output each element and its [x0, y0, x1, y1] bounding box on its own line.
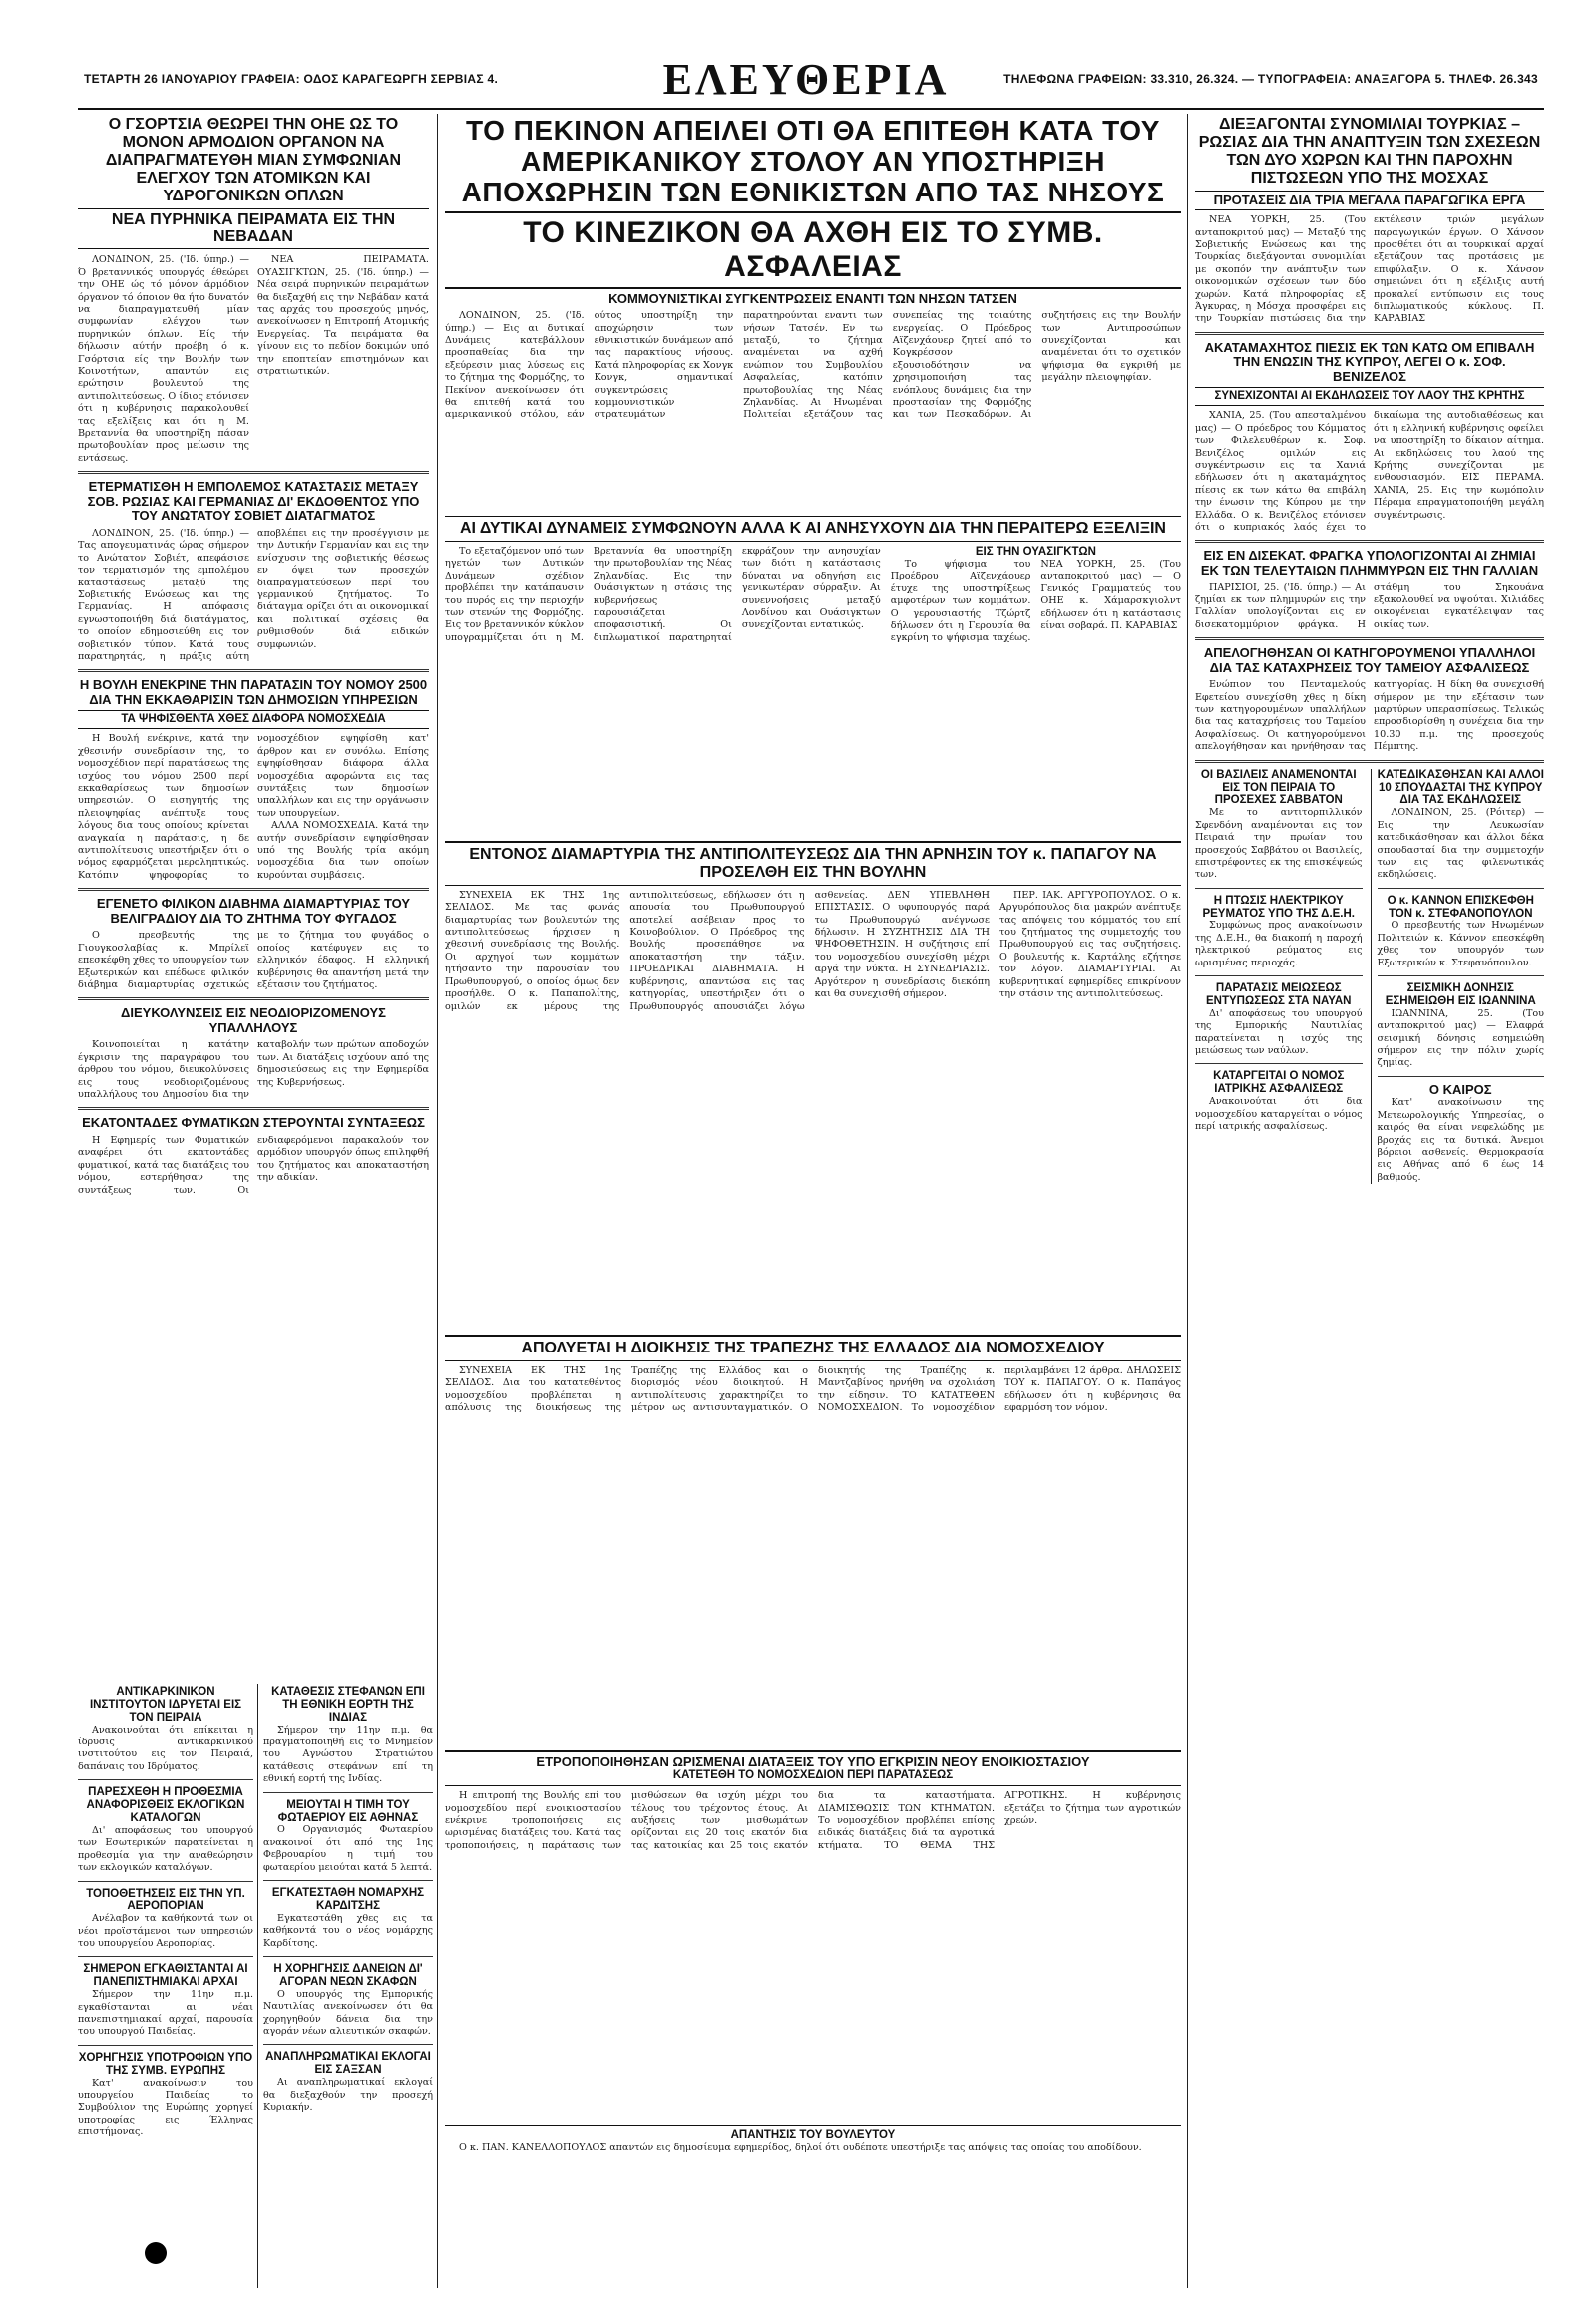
article-kings: Με το αντιτορπιλλικόν Σφενδόνη αναμένονται εις τον Πειραιά την πρωίαν του προσεχούς Σαββάτου οι Βασιλείς, επιστρέφοντες εκ της επισκέψεώς των.	[1195, 807, 1363, 881]
headline-bank-of-greece: ΑΠΟΛΥΕΤΑΙ Η ΔΙΟΙΚΗΣΙΣ ΤΗΣ ΤΡΑΠΕΖΗΣ ΤΗΣ ΕΛΛΑΔΟΣ ΔΙΑ ΝΟΜΟΣΧΕΔΙΟΥ	[445, 1335, 1181, 1361]
article-tuberculosis	[78, 1135, 429, 1197]
left-briefs	[78, 1686, 253, 2284]
brief-text: Ο Οργανισμός Φωταερίου ανακοινοί ότι από της 1ης Φεβρουαρίου η τιμή του φωταερίου μειούται κατά 5 λεπτά.	[263, 1824, 433, 1873]
headline-turkey-russia: ΔΙΕΞΑΓΟΝΤΑΙ ΣΥΝΟΜΙΛΙΑΙ ΤΟΥΡΚΙΑΣ – ΡΩΣΙΑΣ ΔΙΑ ΤΗΝ ΑΝΑΠΤΥΞΙΝ ΤΩΝ ΣΧΕΣΕΩΝ ΤΩΝ ΔΥΟ ΧΩΡΩΝ ΚΑΙ ΤΗΝ ΠΑΡΟΧΗΝ ΠΙΣΤΩΣΕΩΝ ΥΠΟ ΤΗΣ ΜΟΣΧΑΣ	[1198, 116, 1541, 187]
article-weather: Κατ' ανακοίνωσιν της Μετεωρολογικής Υπηρεσίας, ο καιρός θα είναι νεφελώδης με βροχάς εις τα δυτικά. Άνεμοι βόρειοι ασθενείς. Θερμοκρασία εις Αθήνας από 6 έως 14 βαθμούς.	[1377, 1097, 1544, 1183]
article-text: ΧΑΝΙΑ, 25. (Του απεσταλμένου μας) — Ο πρόεδρος του Κόμματος των Φιλελευθέρων κ. Σοφ. Βενιζέλος ομιλών εις συγκέντρωσιν εις τα Χανιά εδήλωσεν ότι η ακαταμάχητος πίεσις εκ των κάτω θα επιβάλη την ένωσιν της Κύπρου με την Ελλάδα. Ο κ. Βενιζέλος ετόνισεν ότι ο κυπριακός λαός έχει το δικαίωμα της αυτοδιαθέσεως και ότι η ελληνική κυβέρνησις οφείλει να υποστηρίξη το δίκαιον αίτημα. Αι εκδηλώσεις του λαού της Κρήτης συνεχίζονται με ενθουσιασμόν. ΕΙΣ ΠΕΡΑΜΑ. ΧΑΝΙΑ, 25. Εις την κωμόπολιν Πέραμα επραγματοποιήθη μεγάλη συγκέντρωσις.	[1195, 410, 1544, 533]
left-column	[78, 116, 429, 1680]
ink-blot	[145, 2242, 167, 2264]
article-bank	[445, 1365, 1181, 1744]
headline-nevada: ΝΕΑ ΠΥΡΗΝΙΚΑ ΠΕΙΡΑΜΑΤΑ ΕΙΣ ΤΗΝ ΝΕΒΑΔΑΝ	[78, 208, 429, 250]
headline-insurance-trial: ΑΠΕΛΟΓΗΘΗΣΑΝ ΟΙ ΚΑΤΗΓΟΡΟΥΜΕΝΟΙ ΥΠΑΛΛΗΛΟΙ ΔΙΑ ΤΑΣ ΚΑΤΑΧΡΗΣΕΙΣ ΤΟΥ ΤΑΜΕΙΟΥ ΑΣΦΑΛΙΣΕΩΣ	[1203, 645, 1536, 675]
article-belgrade	[78, 930, 429, 991]
article-cannon: Ο πρεσβευτής των Ηνωμένων Πολιτειών κ. Κάννον επεσκέφθη χθες τον υπουργόν των Εξωτερικών κ. Στεφανόπουλον.	[1377, 920, 1544, 968]
masthead	[78, 55, 1544, 110]
article-cyprus-students: ΛΟΝΔΙΝΟΝ, 25. (Ρόιτερ) — Εις την Λευκωσίαν κατεδικάσθησαν και άλλοι δέκα σπουδασταί δια την συμμετοχήν των εις τας φιλενωτικάς εκδηλώσεις.	[1377, 807, 1544, 881]
brief-headline: ΚΑΤΑΘΕΣΙΣ ΣΤΕΦΑΝΩΝ ΕΠΙ ΤΗ ΕΘΝΙΚΗ ΕΟΡΤΗ ΤΗΣ ΙΝΔΙΑΣ	[271, 1686, 425, 1724]
brief-text: Ανακοινούται ότι επίκειται η ίδρυσις αντικαρκινικού ινστιτούτου εις τον Πειραιά, δαπάναις του Ιδρύματος.	[78, 1724, 253, 1772]
article-nevada	[257, 254, 429, 465]
headline-france-floods: ΕΙΣ ΕΝ ΔΙΣΕΚΑΤ. ΦΡΑΓΚΑ ΥΠΟΛΟΓΙΖΟΝΤΑΙ ΑΙ ΖΗΜΙΑΙ ΕΚ ΤΩΝ ΤΕΛΕΥΤΑΙΩΝ ΠΛΗΜΜΥΡΩΝ ΕΙΣ ΤΗΝ ΓΑΛΛΙΑΝ	[1200, 548, 1539, 578]
headline-rent-law: ΕΤΡΟΠΟΠΟΙΗΘΗΣΑΝ ΩΡΙΣΜΕΝΑΙ ΔΙΑΤΑΞΕΙΣ ΤΟΥ ΥΠΟ ΕΓΚΡΙΣΙΝ ΝΕΟΥ ΕΝΟΙΚΙΟΣΤΑΣΙΟΥ	[445, 1750, 1181, 1770]
headline-earthquake: ΣΕΙΣΜΙΚΗ ΔΟΝΗΣΙΣ ΕΣΗΜΕΙΩΘΗ ΕΙΣ ΙΩΑΝΝΙΝΑ	[1385, 982, 1536, 1007]
headline-fares: ΠΑΡΑΤΑΣΙΣ ΜΕΙΩΣΕΩΣ ΕΝΤΥΠΩΣΕΩΣ ΣΤΑ ΝΑΥΑΝ	[1206, 982, 1352, 1007]
article-reply	[445, 2142, 1181, 2154]
brief-headline: ΧΟΡΗΓΗΣΙΣ ΥΠΟΤΡΟΦΙΩΝ ΥΠΟ ΤΗΣ ΣΥΜΒ. ΕΥΡΩΠΗΣ	[78, 2051, 253, 2077]
column-rule	[257, 1684, 258, 2288]
headline-belgrade: ΕΓΕΝΕΤΟ ΦΙΛΙΚΟΝ ΔΙΑΒΗΜΑ ΔΙΑΜΑΡΤΥΡΙΑΣ ΤΟΥ ΒΕΛΙΓΡΑΔΙΟΥ ΔΙΑ ΤΟ ΖΗΤΗΜΑ ΤΟΥ ΦΥΓΑΔΟΣ	[96, 896, 411, 926]
article-argyropoulos	[999, 890, 1181, 1329]
column-rule	[437, 114, 438, 2288]
newspaper-page	[78, 55, 1544, 2292]
article-power: Συμφώνως προς ανακοίνωσιν της Δ.Ε.Η., θα διακοπή η παροχή ηλεκτρικού ρεύματος εις ωρισμένας περιοχάς.	[1195, 920, 1363, 968]
article-text: Ενώπιον του Πενταμελούς Εφετείου συνεχίσθη χθες η δίκη των κατηγορουμένων υπαλλήλων δια τας καταχρήσεις του Ταμείου Ασφαλίσεως. Οι κατηγορούμενοι απελογήθησαν και ηρνήθησαν τας κατηγορίας. Η δίκη θα συνεχισθή σήμερον με την εξέτασιν των μαρτύρων υπερασπίσεως. Τελικώς επροσδιορίσθη η συνέχεια δια την 10.30 π.μ. της προσεχούς Πέμπτης.	[1195, 679, 1544, 753]
article-opposition	[445, 890, 990, 1329]
banner-headline: ΤΟ ΠΕΚΙΝΟΝ ΑΠΕΙΛΕΙ ΟΤΙ ΘΑ ΕΠΙΤΕΘΗ ΚΑΤΑ ΤΟΥ ΑΜΕΡΙΚΑΝΙΚΟΥ ΣΤΟΛΟΥ ΑΝ ΥΠΟΣΤΗΡΙΞΗ ΑΠΟΧΩΡΗΣΙΝ ΤΩΝ ΕΘΝΙΚΙΣΤΩΝ ΑΠΟ ΤΑΣ ΝΗΣΟΥΣ	[461, 116, 1165, 207]
headline-washington: ΕΙΣ ΤΗΝ ΟΥΑΣΙΓΚΤΩΝ	[975, 546, 1096, 559]
article-cyprus-venizelos	[1195, 410, 1544, 534]
article-text: ΑΛΛΑ ΝΟΜΟΣΧΕΔΙΑ. Κατά την αυτήν συνεδρίασιν εψηφίσθησαν υπό της Βουλής τρία ακόμη νομοσχέδια δια των οποίων κυρούνται συμβάσεις.	[257, 820, 429, 881]
brief-headline: ΜΕΙΟΥΤΑΙ Η ΤΙΜΗ ΤΟΥ ΦΩΤΑΕΡΙΟΥ ΕΙΣ ΑΘΗΝΑΣ	[277, 1798, 419, 1824]
article-washington	[891, 559, 1181, 645]
headline-opposition-protest: ΕΝΤΟΝΟΣ ΔΙΑΜΑΡΤΥΡΙΑ ΤΗΣ ΑΝΤΙΠΟΛΙΤΕΥΣΕΩΣ ΔΙΑ ΤΗΝ ΑΡΝΗΣΙΝ ΤΟΥ κ. ΠΑΠΑΓΟΥ ΝΑ ΠΡΟΣΕΛΘΗ ΕΙΣ ΤΗΝ ΒΟΥΛΗΝ	[445, 841, 1181, 886]
article-rent-law	[445, 1790, 1181, 2120]
brief-headline: ΑΝΑΠΛΗΡΩΜΑΤΙΚΑΙ ΕΚΛΟΓΑΙ ΕΙΣ ΣΑΞΣΑΝ	[265, 2051, 431, 2077]
masthead-right: ΤΗΛΕΦΩΝΑ ΓΡΑΦΕΙΩΝ: 33.310, 26.324. — ΤΥΠΟΓΡΑΦΕΙΑ: ΑΝΑΞΑΓΟΡΑ 5. ΤΗΛΕΦ. 26.343	[1003, 72, 1538, 86]
washington-box	[891, 546, 1181, 835]
headline-vouli-law: Η ΒΟΥΛΗ ΕΝΕΚΡΙΝΕ ΤΗΝ ΠΑΡΑΤΑΣΙΝ ΤΟΥ ΝΟΜΟΥ 2500 ΔΙΑ ΤΗΝ ΕΚΚΑΘΑΡΙΣΙΝ ΤΩΝ ΔΗΜΟΣΙΩΝ ΥΠΗΡΕΣΙΩΝ	[79, 677, 428, 707]
right-briefs-a	[1195, 769, 1363, 1185]
headline-bills: ΤΑ ΨΗΦΙΣΘΕΝΤΑ ΧΘΕΣ ΔΙΑΦΟΡΑ ΝΟΜΟΣΧΕΔΙΑ	[78, 710, 429, 729]
brief-text: Κατ' ανακοίνωσιν του υπουργείου Παιδείας το Συμβούλιον της Ευρώπης χορηγεί υποτροφίας εις Έλληνας επιστήμονας.	[78, 2077, 253, 2138]
article-new-employees	[78, 1039, 429, 1101]
article-peking	[445, 310, 1181, 510]
headline-cyprus-students: ΚΑΤΕΔΙΚΑΣΘΗΣΑΝ ΚΑΙ ΑΛΛΟΙ 10 ΣΠΟΥΔΑΣΤΑΙ ΤΗΣ ΚΥΠΡΟΥ ΔΙΑ ΤΑΣ ΕΚΔΗΛΩΣΕΙΣ	[1377, 768, 1544, 807]
article-soviet-decree	[78, 528, 429, 663]
article-text: ΝΕΑ ΠΕΙΡΑΜΑΤΑ. ΟΥΑΣΙΓΚΤΩΝ, 25. ('Ιδ. ύπηρ.) — Νέα σειρά πυρηνικών πειραμάτων θα διεξαχθή εις την Νεβάδαν κατά τας αρχάς του προσεχούς μηνός, ανεκοίνωσεν η Επιτροπή Ατομικής Ενεργείας. Τα πειράματα θα γίνουν εις το πεδίον δοκιμών υπό την εποπτείαν επιστημόνων και στρατιωτικών.	[257, 254, 429, 377]
brief-text: Σήμερον την 11ην π.μ. θα πραγματοποιηθή εις το Μνημείον του Αγνώστου Στρατιώτου κατάθεσις στεφάνων επί τη εθνική εορτή της Ινδίας.	[263, 1724, 433, 1785]
headline-reply: ΑΠΑΝΤΗΣΙΣ ΤΟΥ ΒΟΥΛΕΥΤΟΥ	[445, 2125, 1181, 2142]
brief-headline: ΕΓΚΑΤΕΣΤΑΘΗ ΝΟΜΑΡΧΗΣ ΚΑΡΔΙΤΣΗΣ	[271, 1887, 425, 1912]
article-text: Το εξεταζόμενον υπό των ηγετών των Δυτικών Δυνάμεων σχέδιον προβλέπει την κατάπαυσιν του πυρός εις την περιοχήν των στενών της Φορμόζης. Εις τον βρεταννικόν κύκλον υπογραμμίζεται ότι η Μ. Βρεταννία θα υποστηρίξη την πρωτοβουλίαν της Νέας Ζηλανδίας. Εις την Ουάσιγκτων η στάσις της κυβερνήσεως παρουσιάζεται αποφασιστική. Οι διπλωματικοί παρατηρηταί εκφράζουν την ανησυχίαν των διότι η κατάστασις δύναται να οδηγήση εις γενικωτέραν σύρραξιν. Αι συνεννοήσεις μεταξύ Λονδίνου και Ουάσιγκτων συνεχίζονται εντατικώς.	[445, 546, 881, 643]
brief-headline: ΤΟΠΟΘΕΤΗΣΕΙΣ ΕΙΣ ΤΗΝ ΥΠ. ΑΕΡΟΠΟΡΙΑΝ	[86, 1887, 245, 1913]
right-column	[1195, 116, 1544, 2286]
article-text: ΣΥΝΕΧΕΙΑ ΕΚ ΤΗΣ 1ης ΣΕΛΙΔΟΣ. Με τας φωνάς διαμαρτυρίας των βουλευτών της αντιπολιτεύσεως ήρχισεν η χθεσινή συνεδρίασις της Βουλής. Οι αρχηγοί των κομμάτων ητήσαντο την παρουσίαν του Πρωθυπουργού, ο οποίος όμως δεν προσήλθε. Ο κ. Παπαπολίτης, ομιλών εκ μέρους της αντιπολιτεύσεως, εδήλωσεν ότι η απουσία του Πρωθυπουργού αποτελεί ασέβειαν προς το Κοινοβούλιον. Ο Πρόεδρος της Βουλής προσεπάθησε να αποκαταστήση την τάξιν. ΠΡΟΕΔΡΙΚΑΙ ΔΙΑΒΗΜΑΤΑ. Η κυβέρνησις, απαντώσα εις τας κατηγορίας, υπεστήριξεν ότι ο Πρωθυπουργός απουσιάζει λόγω ασθενείας. ΔΕΝ ΥΠΕΒΛΗΘΗ ΕΠΙΣΤΑΣΙΣ. Ο υφυπουργός παρά τω Πρωθυπουργώ ανέγνωσε δήλωσιν. Η ΣΥΖΗΤΗΣΙΣ ΔΙΑ ΤΗ ΨΗΦΟΘΕΤΗΣΙΝ. Η συζήτησις επί του νομοσχεδίου συνεχίσθη μέχρι αργά την νύκτα. Η ΣΥΝΕΔΡΙΑΣΙΣ. Αργότερον η συνεδρίασις διεκόπη και θα συνεχισθή σήμερον.	[445, 889, 990, 1012]
article-gsortsia	[78, 254, 249, 465]
article-western-powers	[445, 546, 881, 835]
article-medical: Ανακοινούται ότι δια νομοσχεδίου καταργείται ο νόμος περί ιατρικής ασφαλίσεως.	[1195, 1096, 1363, 1133]
brief-text: Δι' αποφάσεως του υπουργού των Εσωτερικών παρατείνεται η προθεσμία για την αναθεώρησιν των εκλογικών καταλόγων.	[78, 1824, 253, 1874]
headline-kings: ΟΙ ΒΑΣΙΛΕΙΣ ΑΝΑΜΕΝΟΝΤΑΙ ΕΙΣ ΤΟΝ ΠΕΙΡΑΙΑ ΤΟ ΠΡΟΣΕΧΕΣ ΣΑΒΒΑΤΟΝ	[1200, 768, 1357, 807]
right-briefs-b	[1371, 769, 1545, 1185]
newspaper-title: ΕΛΕΥΘΕΡΙΑ	[662, 55, 950, 104]
banner-subheadline: ΤΟ ΚΙΝΕΖΙΚΟΝ ΘΑ ΑΧΘΗ ΕΙΣ ΤΟ ΣΥΜΒ. ΑΣΦΑΛΕΙΑΣ	[445, 211, 1181, 288]
masthead-left: ΤΕΤΑΡΤΗ 26 ΙΑΝΟΥΑΡΙΟΥ ΓΡΑΦΕΙΑ: ΟΔΟΣ ΚΑΡΑΓΕΩΡΓΗ ΣΕΡΒΙΑΣ 4.	[84, 72, 499, 86]
article-text: ΛΟΝΔΙΝΟΝ, 25. ('Ιδ. ύπηρ.) — Εις αι δυτικαί Δυνάμεις κατεβάλλουν προσπαθείας δια την εξεύρεσιν μιας λύσεως εις το ζήτημα της Φορμόζης, το Πεκίνον ανεκοίνωσεν ότι θα επιτεθή κατά του αμερικανικού στόλου, εάν ούτος υποστηρίξη την αποχώρησιν των εθνικιστικών δυνάμεων από τας παρακτίους νήσους. Κατά πληροφορίας εκ Χονγκ Κονγκ, σημαντικαί συγκεντρώσεις κομμουνιστικών στρατευμάτων παρατηρούνται εναντι των νήσων Τατσέν. Εν τω μεταξύ, το ζήτημα αναμένεται να αχθή ενώπιον του Συμβουλίου Ασφαλείας, κατόπιν πρωτοβουλίας της Νέας Ζηλανδίας. Αι Ηνωμέναι Πολιτείαι εξετάζουν τας συνεπείας της τοιαύτης ενεργείας. Ο Πρόεδρος Αϊζενχάουερ ζητεί από το Κογκρέσσον εξουσιοδότησιν να χρησιμοποιήση τας ενόπλους δυνάμεις δια την προστασίαν της Φορμόζης και των Πεσκαδόρων. Αι συζητήσεις εις την Βουλήν των Αντιπροσώπων συνεχίζονται και αναμένεται ότι το σχετικόν ψήφισμα θα εγκριθή με μεγάλην πλειοψηφίαν.	[445, 310, 1181, 421]
article-text: Κοινοποιείται η κατάτην έγκρισιν της παραγράφου του άρθρου του νόμου, διευκολύνσεις εις τους νεοδιοριζομένους υπαλλήλους του Δημοσίου δια την καταβολήν των πρώτων αποδοχών των. Αι διατάξεις ισχύουν από της δημοσιεύσεως εις την Εφημερίδα της Κυβερνήσεως.	[78, 1039, 429, 1101]
headline-new-employees: ΔΙΕΥΚΟΛΥΝΣΕΙΣ ΕΙΣ ΝΕΟΔΙΟΡΙΖΟΜΕΝΟΥΣ ΥΠΑΛΛΗΛΟΥΣ	[121, 1005, 386, 1035]
article-text: ΛΟΝΔΙΝΟΝ, 25. ('Ιδ. ύπηρ.) — Ό βρεταννικός υπουργός έθεώρει την ΟΗΕ ώς τό μόνον άρμόδιον όργανον τό όποιον θα ήτο δυνατόν να διαπραγματευθή μίαν συμφωνίαν ελέγχου των πυρηνικών όπλων. Είς τήν δήλωσιν αύτήν προέβη ό κ. Γσόρτσια είς την Βουλήν των Κοινοτήτων, απαντών εις ερώτησιν βουλευτού της αντιπολιτεύσεως. Ο ίδιος ετόνισεν ότι η κυβέρνησις παρακολουθεί τας εξελίξεις και ότι η Μ. Βρεταννία θα υποστηρίξη πάσαν πρωτοβουλίαν προς μείωσιν της εντάσεως.	[78, 254, 249, 464]
article-vouli-law	[78, 733, 429, 882]
headline-medical: ΚΑΤΑΡΓΕΙΤΑΙ Ο ΝΟΜΟΣ ΙΑΤΡΙΚΗΣ ΑΣΦΑΛΙΣΕΩΣ	[1213, 1070, 1345, 1096]
headline-extension-bill: ΚΑΤΕΤΕΘΗ ΤΟ ΝΟΜΟΣΧΕΔΙΟΝ ΠΕΡΙ ΠΑΡΑΤΑΣΕΩΣ	[445, 1769, 1181, 1786]
headline-soviet-decree: ΕΤΕΡΜΑΤΙΣΘΗ Η ΕΜΠΟΛΕΜΟΣ ΚΑΤΑΣΤΑΣΙΣ ΜΕΤΑΞΥ ΣΟΒ. ΡΩΣΙΑΣ ΚΑΙ ΓΕΡΜΑΝΙΑΣ ΔΙ' ΕΚΔΟΘΕΝΤΟΣ ΥΠΟ ΤΟΥ ΑΝΩΤΑΤΟΥ ΣΟΒΙΕΤ ΔΙΑΤΑΓΜΑΤΟΣ	[87, 479, 420, 524]
article-text: Το ψήφισμα του Προέδρου Αϊζενχάουερ έτυχε της υποστηρίξεως αμφοτέρων των κομμάτων. Ο γερουσιαστής Τζώρτζ δήλωσεν ότι η Γερουσία θα εγκρίνη το ψήφισμα ταχέως. ΝΕΑ ΥΟΡΚΗ, 25. (Του ανταποκριτού μας) — Ο Γενικός Γραμματεύς του ΟΗΕ κ. Χάμαρσκγιολντ εδήλωσεν ότι η κατάστασις είναι σοβαρά. Π. ΚΑΡΑΒΙΑΣ	[890, 558, 1181, 644]
kicker: ΚΟΜΜΟΥΝΙΣΤΙΚΑΙ ΣΥΓΚΕΝΤΡΩΣΕΙΣ ΕΝΑΝΤΙ ΤΩΝ ΝΗΣΩΝ ΤΑΤΣΕΝ	[608, 290, 1017, 306]
article-text: Η Βουλή ενέκρινε, κατά την χθεσινήν συνεδρίασιν της, το νομοσχέδιον περί παρατάσεως της ισχύος του νόμου 2500 περί εκκαθαρίσεως των δημοσίων υπηρεσιών. Ο εισηγητής της πλειοψηφίας ανέπτυξε τους λόγους δια τους οποίους κρίνεται αναγκαία η παράτασις, η δε αντιπολίτευσις υπεστήριξεν ότι ο νόμος εφαρμόζεται μεροληπτικώς. Κατόπιν ψηφοφορίας το νομοσχέδιον εψηφίσθη κατ' άρθρον και εν συνόλω. Επίσης εψηφίσθησαν διάφορα άλλα νομοσχέδια αφορώντα εις τας συντάξεις των δημοσίων υπαλλήλων και εις την οργάνωσιν των υπουργείων.	[78, 733, 429, 881]
headline-weather: Ο ΚΑΙΡΟΣ	[1428, 1081, 1492, 1097]
brief-text: Αι αναπληρωματικαί εκλογαί θα διεξαχθούν την προσεχή Κυριακήν.	[263, 2077, 433, 2113]
headline-crete: ΣΥΝΕΧΙΖΟΝΤΑΙ ΑΙ ΕΚΔΗΛΩΣΕΙΣ ΤΟΥ ΛΑΟΥ ΤΗΣ ΚΡΗΤΗΣ	[1195, 387, 1544, 406]
article-fares: Δι' αποφάσεως του υπουργού της Εμπορικής Ναυτιλίας παρατείνεται η ισχύς της μειώσεως των ναύλων.	[1195, 1007, 1363, 1057]
brief-text: Ανέλαβον τα καθήκοντά των οι νέοι προϊστάμενοι των υπηρεσιών του υπουργείου Αεροπορίας.	[78, 1913, 253, 1950]
article-france-floods	[1195, 582, 1544, 632]
headline-western-powers: ΑΙ ΔΥΤΙΚΑΙ ΔΥΝΑΜΕΙΣ ΣΥΜΦΩΝΟΥΝ ΑΛΛΑ Κ ΑΙ ΑΝΗΣΥΧΟΥΝ ΔΙΑ ΤΗΝ ΠΕΡΑΙΤΕΡΩ ΕΞΕΛΙΞΙΝ	[445, 516, 1181, 542]
article-text: Ο κ. ΠΑΝ. ΚΑΝΕΛΛΟΠΟΥΛΟΣ απαντών εις δημοσίευμα εφημερίδος, δηλοί ότι ουδέποτε υπεστήριξε τας απόψεις τας οποίας του αποδίδουν.	[459, 2142, 1142, 2154]
article-text: Η Εφημερίς των Φυματικών αναφέρει ότι εκατοντάδες φυματικοί, κατά τας διατάξεις του νόμου, εστερήθησαν της συντάξεως των. Οι ενδιαφερόμενοι παρακαλούν τον αρμόδιον υπουργόν όπως επιληφθή του ζητήματος και αποκαταστήση την αδικίαν.	[78, 1135, 429, 1196]
brief-text: Εγκατεστάθη χθες εις τα καθήκοντά του ο νέος νομάρχης Καρδίτσης.	[263, 1912, 433, 1949]
main-column	[445, 116, 1181, 2286]
article-text: ΠΕΡ. ΙΑΚ. ΑΡΓΥΡΟΠΟΥΛΟΣ. Ο κ. Αργυρόπουλος δια μακρών ανέπτυξε τας απόψεις του κόμματός του επί του ζητήματος της συμμετοχής του Πρωθυπουργού εις τας συζητήσεις. Ο βουλευτής κ. Καρτάλης εζήτησε τον λόγον. ΔΙΑΜΑΡΤΥΡΙΑΙ. Αι κυβερνητικαί εφημερίδες επικρίνουν την στάσιν της αντιπολιτεύσεως.	[999, 889, 1181, 1000]
headline-cyprus-venizelos: ΑΚΑΤΑΜΑΧΗΤΟΣ ΠΙΕΣΙΣ ΕΚ ΤΩΝ ΚΑΤΩ ΟΜ ΕΠΙΒΑΛΗ ΤΗΝ ΕΝΩΣΙΝ ΤΗΣ ΚΥΠΡΟΥ, ΛΕΓΕΙ Ο κ. ΣΟΦ. ΒΕΝΙΖΕΛΟΣ	[1204, 339, 1535, 384]
article-insurance-trial	[1195, 679, 1544, 753]
column-rule	[1187, 114, 1188, 2288]
headline-cannon: Ο κ. ΚΑΝΝΟΝ ΕΠΙΣΚΕΦΘΗ ΤΟΝ κ. ΣΤΕΦΑΝΟΠΟΥΛΟΝ	[1387, 894, 1534, 920]
headline-power: Η ΠΤΩΣΙΣ ΗΛΕΚΤΡΙΚΟΥ ΡΕΥΜΑΤΟΣ ΥΠΟ ΤΗΣ Δ.Ε.Η.	[1202, 894, 1356, 920]
brief-headline: ΠΑΡΕΣΧΕΘΗ Η ΠΡΟΘΕΣΜΙΑ ΑΝΑΦΟΡΙΣΘΕΙΣ ΕΚΛΟΓΙΚΩΝ ΚΑΤΑΛΟΓΩΝ	[86, 1786, 245, 1824]
headline-gsortsia: Ο ΓΣΟΡΤΣΙΑ ΘΕΩΡΕΙ ΤΗΝ ΟΗΕ ΩΣ ΤΟ ΜΟΝΟΝ ΑΡΜΟΔΙΟΝ ΟΡΓΑΝΟΝ ΝΑ ΔΙΑΠΡΑΓΜΑΤΕΥΘΗ ΜΙΑΝ ΣΥΜΦΩΝΙΑΝ ΕΛΕΓΧΟΥ ΤΩΝ ΑΤΟΜΙΚΩΝ ΚΑΙ ΥΔΡΟΓΟΝΙΚΩΝ ΟΠΛΩΝ	[105, 116, 402, 204]
article-text: ΝΕΑ ΥΟΡΚΗ, 25. (Του ανταποκριτού μας) — Μεταξύ της Σοβιετικής Ενώσεως και της Τουρκίας διεξάγονται συνομιλίαι με σκοπόν την ανάπτυξιν των οικονομικών σχέσεων των δύο χωρών. Κατά πληροφορίας εξ Άγκυρας, η Μόσχα προσφέρει εις την Τουρκίαν πιστώσεις δια την εκτέλεσιν τριών μεγάλων παραγωγικών έργων. Ο Χάνσον προσθέτει ότι αι τουρκικαί αρχαί εξετάζουν τας προτάσεις με επιφύλαξιν. Ο κ. Χάνσον σημειώνει ότι η εξέλιξις αυτή προκαλεί εντύπωσιν εις τους διπλωματικούς κύκλους. Π. ΚΑΡΑΒΙΑΣ	[1195, 214, 1544, 325]
brief-headline: ΣΗΜΕΡΟΝ ΕΓΚΑΘΙΣΤΑΝΤΑΙ ΑΙ ΠΑΝΕΠΙΣΤΗΜΙΑΚΑΙ ΑΡΧΑΙ	[83, 1963, 248, 1989]
brief-headline: ΑΝΤΙΚΑΡΚΙΝΙΚΟΝ ΙΝΣΤΙΤΟΥΤΟΝ ΙΔΡΥΕΤΑΙ ΕΙΣ ΤΟΝ ΠΕΙΡΑΙΑ	[89, 1686, 242, 1724]
article-text: ΣΥΝΕΧΕΙΑ ΕΚ ΤΗΣ 1ης ΣΕΛΙΔΟΣ. Δια του κατατεθέντος νομοσχεδίου προβλέπεται η απόλυσις της διοικήσεως της Τραπέζης της Ελλάδος και ο διορισμός νέου διοικητού. Η αντιπολίτευσις χαρακτηρίζει το μέτρον ως αντισυνταγματικόν. Ο διοικητής της Τραπέζης κ. Μαντζαβίνος ηρνήθη να σχολιάση την είδησιν. ΤΟ ΚΑΤΑΤΕΘΕΝ ΝΟΜΟΣΧΕΔΙΟΝ. Το νομοσχέδιον περιλαμβάνει 12 άρθρα. ΔΗΛΩΣΕΙΣ ΤΟΥ κ. ΠΑΠΑΓΟΥ. Ο κ. Παπάγος εδήλωσεν ότι η κυβέρνησις θα εφαρμόση τον νόμον.	[445, 1364, 1181, 1413]
headline-tuberculosis: ΕΚΑΤΟΝΤΑΔΕΣ ΦΥΜΑΤΙΚΩΝ ΣΤΕΡΟΥΝΤΑΙ ΣΥΝΤΑΞΕΩΣ	[82, 1115, 425, 1131]
article-earthquake: ΙΩΑΝΝΙΝΑ, 25. (Του ανταποκριτού μας) — Ελαφρά σεισμική δόνησις εσημειώθη σήμερον εις την πόλιν χωρίς ζημίας.	[1377, 1007, 1544, 1069]
headline-projects: ΠΡΟΤΑΣΕΙΣ ΔΙΑ ΤΡΙΑ ΜΕΓΑΛΑ ΠΑΡΑΓΩΓΙΚΑ ΕΡΓΑ	[1195, 191, 1544, 211]
article-text: ΠΑΡΙΣΙΟΙ, 25. ('Ιδ. ύπηρ.) — Αι ζημίαι εκ των πλημμυρών εις την Γαλλίαν υπολογίζονται εις εν δισεκατομμύριον φράγκα. Η στάθμη του Σηκουάνα εξακολουθεί να υψούται. Χιλιάδες οικογένειαι εγκατέλειψαν τας οικίας των.	[1195, 581, 1544, 630]
article-text: ΛΟΝΔΙΝΟΝ, 25. ('Ιδ. ύπηρ.) — Τας απογευματινάς ώρας σήμερον το Ανώτατον Σοβιέτ, απεφάσισε τον τερματισμόν της εμπολέμου καταστάσεως μεταξύ της Σοβιετικής Ενώσεως και της Γερμανίας. Η απόφασις εγνωστοποιήθη διά διατάγματος, το οποίον εδημοσιεύθη εις τον σοβιετικόν τύπον. Κατά τους παρατηρητάς, η πράξις αύτη αποβλέπει εις την προσέγγισιν με την Δυτικήν Γερμανίαν και εις την ενίσχυσιν της σοβιετικής θέσεως εν όψει των προσεχών διαπραγματεύσεων περί του γερμανικού ζητήματος. Το διάταγμα ορίζει ότι αι οικονομικαί και πολιτικαί σχέσεις θα ρυθμισθούν διά ειδικών συμφωνιών.	[78, 527, 429, 662]
center-left-briefs	[263, 1686, 433, 2284]
brief-text: Ο υπουργός της Εμπορικής Ναυτιλίας ανεκοίνωσεν ότι θα χορηγηθούν δάνεια δια την αγοράν νέων αλιευτικών σκαφών.	[263, 1988, 433, 2037]
article-text: Η επιτροπή της Βουλής επί του νομοσχεδίου περί ενοικιοστασίου ενέκρινε τροποποιήσεις εις ωρισμένας διατάξεις του. Κατά τας τροποποιήσεις, η παράτασις των μισθώσεων θα ισχύη μέχρι του τέλους του τρέχοντος έτους. Αι αυξήσεις των μισθωμάτων ορίζονται εις 20 τοις εκατόν δια τας κατοικίας και 25 τοις εκατόν δια τα καταστήματα. ΔΙΑΜΙΣΘΩΣΙΣ ΤΩΝ ΚΤΗΜΑΤΩΝ. Το νομοσχέδιον προβλέπει επίσης ειδικάς διατάξεις διά τα αγροτικά κτήματα. ΤΟ ΘΕΜΑ ΤΗΣ ΑΓΡΟΤΙΚΗΣ. Η κυβέρνησις εξετάζει το ζήτημα των αγροτικών χρεών.	[445, 1790, 1181, 1851]
brief-text: Σήμερον την 11ην π.μ. εγκαθίστανται αι νέαι πανεπιστημιακαί αρχαί, παρουσία του υπουργού Παιδείας.	[78, 1989, 253, 2038]
brief-headline: Η ΧΟΡΗΓΗΣΙΣ ΔΑΝΕΙΩΝ ΔΙ' ΑΓΟΡΑΝ ΝΕΩΝ ΣΚΑΦΩΝ	[273, 1963, 423, 1988]
article-turkey-russia	[1195, 214, 1544, 326]
article-text: Ο πρεσβευτής της Γιουγκοσλαβίας κ. Μπρίλεϊ επεσκέφθη χθες το υπουργείον των Εξωτερικών και επέδωσε φιλικόν διάβημα διαμαρτυρίας σχετικώς με το ζήτημα του φυγάδος ο οποίος κατέφυγεν εις το ελληνικόν έδαφος. Η ελληνική κυβέρνησις θα απαντήση μετά την εξέτασιν του ζητήματος.	[78, 930, 429, 990]
